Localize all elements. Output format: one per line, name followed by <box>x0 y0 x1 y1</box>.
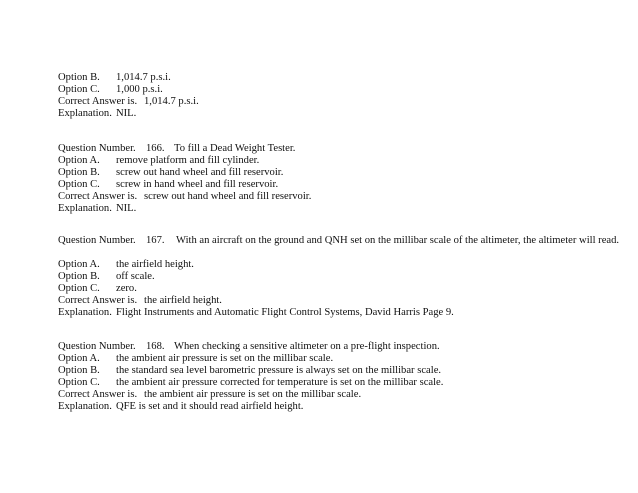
option-text: off scale. <box>116 271 155 282</box>
question-label: Question Number. <box>58 143 136 154</box>
explanation-label: Explanation. <box>58 203 112 214</box>
question-number: 166. <box>146 143 165 154</box>
option-label: Option A. <box>58 353 100 364</box>
question-line <box>58 143 295 155</box>
option-label: Option B. <box>58 72 100 83</box>
correct-answer-text: the ambient air pressure is set on the millibar scale. <box>144 389 362 400</box>
explanation-label: Explanation. <box>58 108 112 119</box>
option-a-line <box>58 259 194 271</box>
explanation-text: NIL. <box>116 108 137 119</box>
option-text: the ambient air pressure is set on the millibar scale. <box>116 353 334 364</box>
question-line <box>58 235 619 247</box>
correct-answer-line <box>58 191 311 203</box>
question-label: Question Number. <box>58 341 136 352</box>
option-b-line <box>58 72 171 84</box>
correct-answer-line <box>58 295 222 307</box>
option-text: zero. <box>116 283 137 294</box>
correct-answer-label: Correct Answer is. <box>58 96 138 107</box>
option-b-line <box>58 167 283 179</box>
option-b-line <box>58 271 155 283</box>
explanation-text: QFE is set and it should read airfield height. <box>116 401 304 412</box>
question-number: 167. <box>146 235 165 246</box>
option-text: 1,014.7 p.s.i. <box>116 72 171 83</box>
correct-answer-label: Correct Answer is. <box>58 295 138 306</box>
option-label: Option B. <box>58 167 100 178</box>
option-label: Option B. <box>58 271 100 282</box>
explanation-label: Explanation. <box>58 401 112 412</box>
option-label: Option C. <box>58 179 100 190</box>
option-b-line <box>58 365 441 377</box>
option-c-line <box>58 84 163 96</box>
question-text: When checking a sensitive altimeter on a pre-flight inspection. <box>174 341 440 352</box>
option-text: 1,000 p.s.i. <box>116 84 163 95</box>
correct-answer-text: 1,014.7 p.s.i. <box>144 96 199 107</box>
explanation-label: Explanation. <box>58 307 112 318</box>
correct-answer-line <box>58 96 199 108</box>
explanation-line <box>58 401 303 413</box>
explanation-text: Flight Instruments and Automatic Flight Control Systems, David Harris Page 9. <box>116 307 454 318</box>
option-c-line <box>58 179 278 191</box>
correct-answer-text: the airfield height. <box>144 295 222 306</box>
option-text: screw in hand wheel and fill reservoir. <box>116 179 279 190</box>
explanation-line <box>58 108 136 120</box>
option-label: Option C. <box>58 283 100 294</box>
correct-answer-text: screw out hand wheel and fill reservoir. <box>144 191 312 202</box>
question-label: Question Number. <box>58 235 136 246</box>
question-number: 168. <box>146 341 165 352</box>
explanation-text: NIL. <box>116 203 137 214</box>
correct-answer-label: Correct Answer is. <box>58 191 138 202</box>
question-line <box>58 341 440 353</box>
option-label: Option B. <box>58 365 100 376</box>
option-label: Option A. <box>58 259 100 270</box>
correct-answer-line <box>58 389 361 401</box>
option-text: the ambient air pressure corrected for temperature is set on the millibar scale. <box>116 377 444 388</box>
option-label: Option C. <box>58 377 100 388</box>
option-a-line <box>58 353 333 365</box>
option-text: the airfield height. <box>116 259 194 270</box>
question-text: With an aircraft on the ground and QNH set on the millibar scale of the altimeter, the altimeter will read. <box>176 235 620 246</box>
option-label: Option A. <box>58 155 100 166</box>
option-label: Option C. <box>58 84 100 95</box>
option-a-line <box>58 155 259 167</box>
explanation-line <box>58 307 454 319</box>
correct-answer-label: Correct Answer is. <box>58 389 138 400</box>
question-text: To fill a Dead Weight Tester. <box>174 143 296 154</box>
option-c-line <box>58 283 137 295</box>
option-text: remove platform and fill cylinder. <box>116 155 260 166</box>
option-text: screw out hand wheel and fill reservoir. <box>116 167 284 178</box>
option-c-line <box>58 377 443 389</box>
explanation-line <box>58 203 136 215</box>
option-text: the standard sea level barometric pressure is always set on the millibar scale. <box>116 365 442 376</box>
